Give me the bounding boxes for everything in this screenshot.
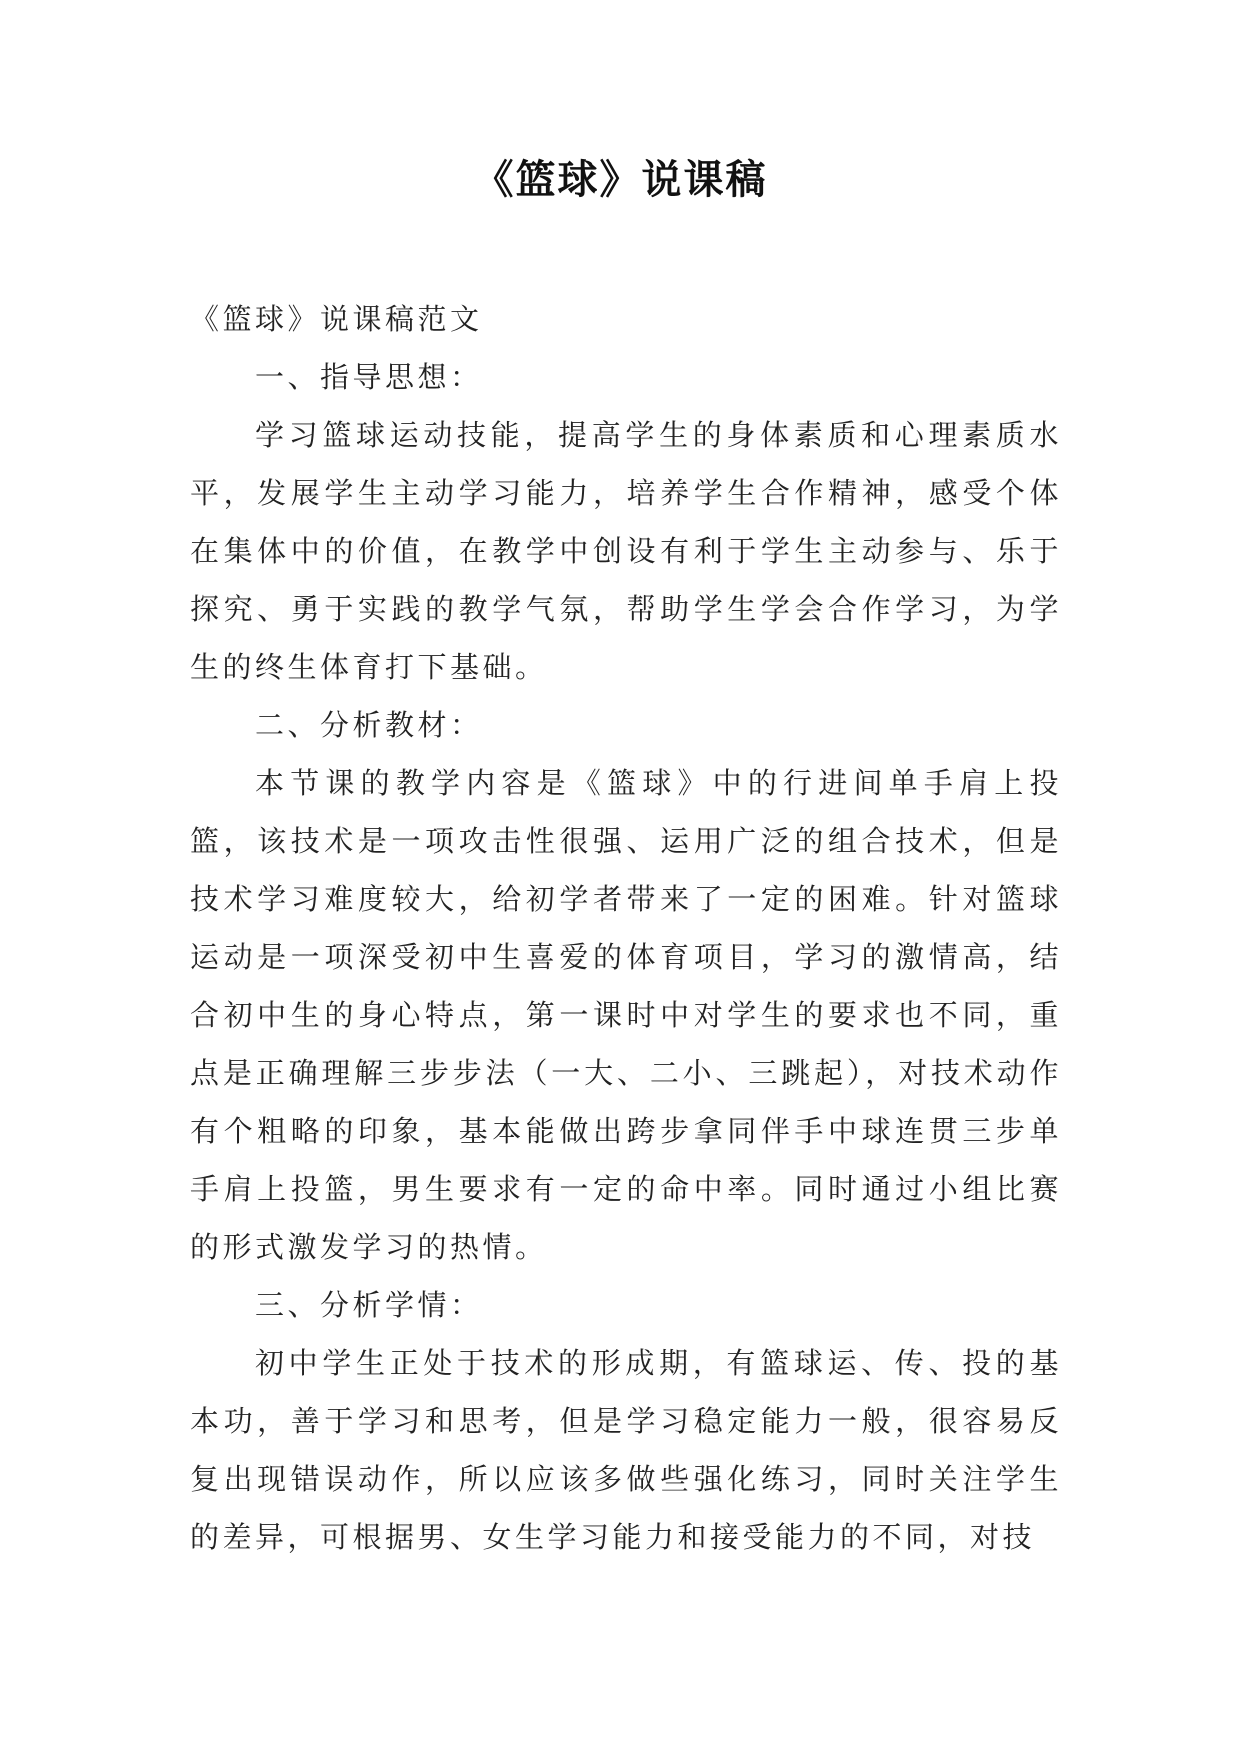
document-subtitle: 《篮球》说课稿范文 xyxy=(190,302,483,336)
section-paragraph-textbook-analysis: 本节课的教学内容是《篮球》中的行进间单手肩上投篮，该技术是一项攻击性很强、运用广泛的组合技术，但是技术学习难度较大，给初学者带来了一定的困难。针对篮球运动是一项深受初中生喜爱的体育项目，学习的激情高，结合初中生的身心特点，第一课时中对学生的要求也不同，重点是正确理解三步步法（一大、二小、三跳起），对技术动作有个粗略的印象，基本能做出跨步拿同伴手中球连贯三步单手肩上投篮，男生要求有一定的命中率。同时通过小组比赛的形式激发学习的热情。 xyxy=(190,766,1062,1264)
section-paragraph-student-analysis: 初中学生正处于技术的形成期，有篮球运、传、投的基本功，善于学习和思考，但是学习稳定能力一般，很容易反复出现错误动作，所以应该多做些强化练习，同时关注学生的差异，可根据男、女生学习能力和接受能力的不同，对技 xyxy=(190,1346,1062,1554)
document-title: 《篮球》说课稿 xyxy=(473,157,768,203)
section-paragraph-guiding-ideology: 学习篮球运动技能，提高学生的身体素质和心理素质水平，发展学生主动学习能力，培养学生合作精神，感受个体在集体中的价值，在教学中创设有利于学生主动参与、乐于探究、勇于实践的教学气氛，帮助学生学会合作学习，为学生的终生体育打下基础。 xyxy=(190,418,1062,684)
section-heading-guiding-ideology: 一、指导思想： xyxy=(255,360,483,394)
section-heading-student-analysis: 三、分析学情： xyxy=(255,1288,483,1322)
section-heading-textbook-analysis: 二、分析教材： xyxy=(255,708,483,742)
document-body xyxy=(190,290,1062,1566)
